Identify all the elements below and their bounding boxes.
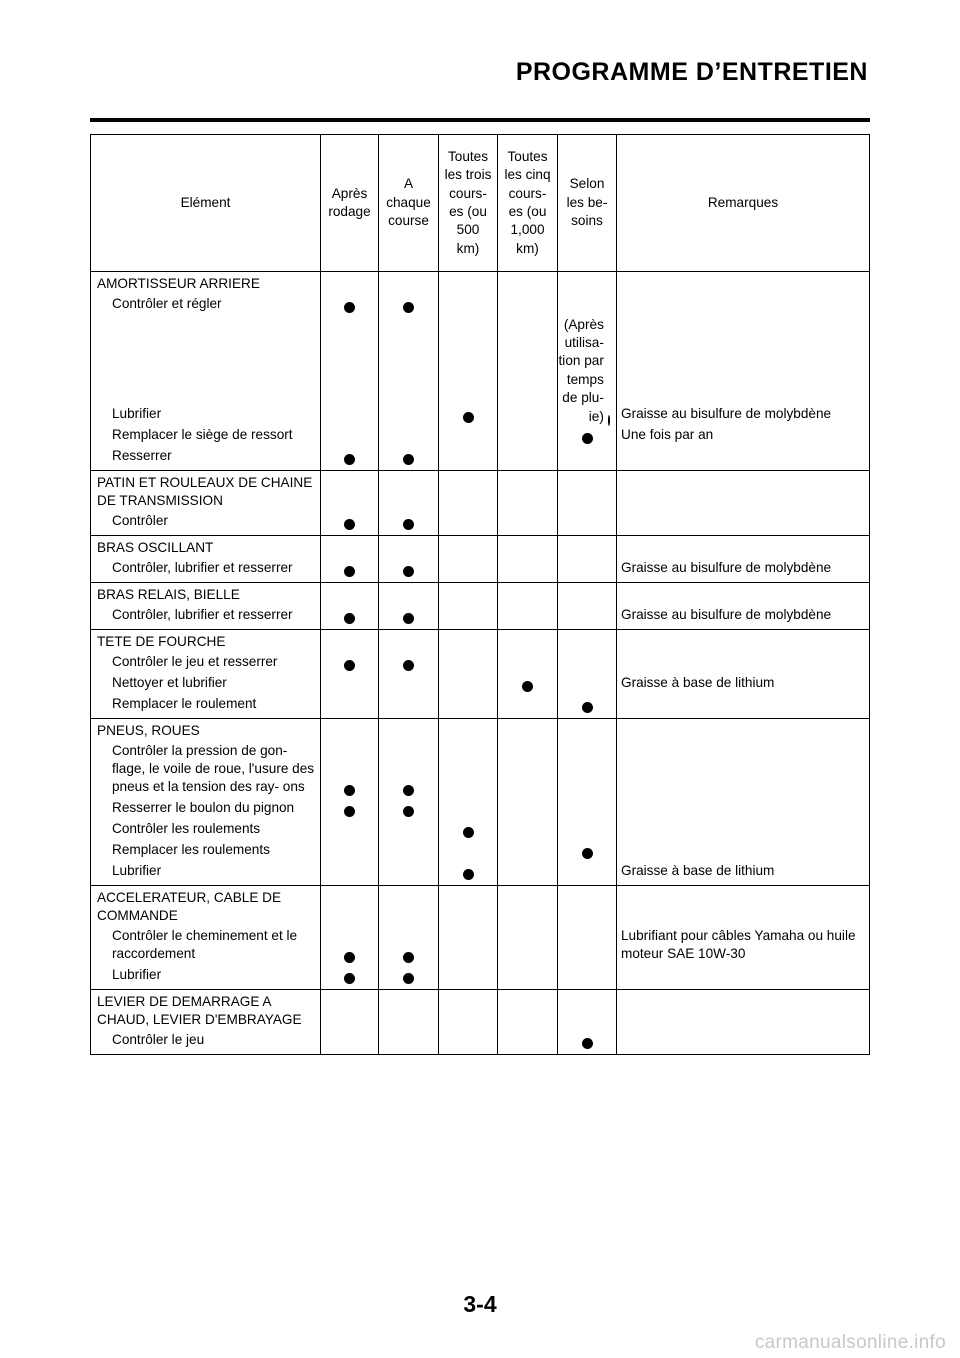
mark-line: [439, 653, 497, 674]
maintenance-dot-icon: [344, 660, 355, 671]
item-remark: [621, 295, 869, 316]
mark-line: [379, 742, 438, 799]
maintenance-dot-icon: [582, 848, 593, 859]
item-label: Remplacer le roulement: [112, 696, 257, 711]
table-group-row: [91, 471, 870, 536]
mark-line: [558, 927, 616, 966]
mark-line: [379, 295, 438, 316]
mark-cell-trois: [439, 990, 498, 1055]
mark-cell-cinq: [498, 719, 558, 886]
remark-cell: [617, 536, 870, 583]
mark-line: [439, 447, 497, 468]
mark-line: [558, 512, 616, 533]
table-group-row: [91, 536, 870, 583]
mark-line: [439, 820, 497, 841]
item-note: [558, 316, 616, 426]
group-element-cell: [91, 719, 321, 886]
maintenance-dot-icon: [344, 566, 355, 577]
mark-cell-rodage: [321, 536, 379, 583]
mark-line: [379, 316, 438, 426]
mark-line: [558, 742, 616, 799]
item-remark: [621, 742, 869, 799]
mark-line: [498, 862, 557, 883]
mark-line: [498, 799, 557, 820]
mark-line: [498, 820, 557, 841]
mark-line: [498, 559, 557, 580]
mark-cell-rodage: [321, 719, 379, 886]
mark-line: [558, 799, 616, 820]
item-label: Lubrifier: [112, 863, 162, 878]
item-label: Contrôler et régler: [112, 296, 222, 311]
item-remark: [621, 695, 869, 716]
mark-line: [439, 559, 497, 580]
maintenance-dot-icon: [463, 827, 474, 838]
item-remark: Une fois par an: [621, 427, 714, 442]
mark-cell-rodage: [321, 583, 379, 630]
mark-line: [379, 695, 438, 716]
group-name: LEVIER DE DEMARRAGE A CHAUD, LEVIER D'EMBRAYAGE: [97, 994, 302, 1027]
mark-cell-besoins: [558, 471, 617, 536]
mark-cell-besoins: [558, 630, 617, 719]
mark-line: [558, 966, 616, 987]
remark-cell: [617, 272, 870, 471]
col-header-chaque-course: [379, 135, 439, 272]
maintenance-dot-icon: [403, 973, 414, 984]
item-remark: Graisse à base de lithium: [621, 675, 775, 690]
item-remark: [621, 799, 869, 820]
mark-line: [321, 799, 378, 820]
mark-line: [498, 1031, 557, 1052]
mark-line: [498, 447, 557, 468]
mark-line: [321, 674, 378, 695]
mark-line: [379, 927, 438, 966]
remark-cell: [617, 471, 870, 536]
group-name: BRAS RELAIS, BIELLE: [97, 587, 240, 602]
col-header-cinq-courses: [498, 135, 558, 272]
mark-line: [558, 295, 616, 316]
col-header-trois-courses-text: Toutes les trois cours- es (ou 500 km): [444, 148, 492, 256]
maintenance-dot-icon: [403, 613, 414, 624]
maintenance-dot-icon: [608, 415, 610, 426]
mark-line: [439, 316, 497, 426]
table-group-row: [91, 583, 870, 630]
group-name: PNEUS, ROUES: [97, 723, 200, 738]
table-group-row: [91, 990, 870, 1055]
mark-line: [379, 606, 438, 627]
mark-line: [379, 426, 438, 447]
mark-line: [498, 927, 557, 966]
mark-cell-chaque: [379, 886, 439, 990]
table-group-row: [91, 272, 870, 471]
mark-line: [498, 316, 557, 426]
col-header-selon-besoins: [558, 135, 617, 272]
mark-line: [321, 559, 378, 580]
mark-line: [321, 653, 378, 674]
mark-cell-chaque: [379, 990, 439, 1055]
maintenance-dot-icon: [344, 806, 355, 817]
item-label: Remplacer le siège de ressort: [112, 427, 293, 442]
maintenance-table: [90, 134, 870, 1055]
maintenance-dot-icon: [582, 702, 593, 713]
group-element-cell: [91, 272, 321, 471]
mark-line: [321, 841, 378, 862]
mark-line: [498, 606, 557, 627]
mark-cell-cinq: [498, 471, 558, 536]
remark-cell: [617, 719, 870, 886]
mark-line: [379, 799, 438, 820]
mark-cell-rodage: [321, 471, 379, 536]
mark-line: [439, 927, 497, 966]
title-rule: [90, 118, 870, 122]
col-header-element: Elément: [91, 135, 321, 272]
mark-line: [558, 559, 616, 580]
mark-line: [379, 841, 438, 862]
mark-line: [558, 447, 616, 468]
col-header-chaque-course-text: A chaque course: [386, 176, 431, 229]
remark-cell: [617, 630, 870, 719]
group-element-cell: [91, 886, 321, 990]
col-header-cinq-courses-text: Toutes les cinq cours- es (ou 1,000 km): [504, 148, 551, 256]
mark-line: [498, 426, 557, 447]
mark-line: [379, 653, 438, 674]
mark-cell-besoins: [558, 719, 617, 886]
mark-line: [498, 674, 557, 695]
mark-cell-rodage: [321, 990, 379, 1055]
mark-cell-besoins: [558, 583, 617, 630]
item-remark: [621, 841, 869, 862]
mark-line: [498, 695, 557, 716]
maintenance-dot-icon: [344, 454, 355, 465]
table-group-row: [91, 719, 870, 886]
maintenance-dot-icon: [344, 785, 355, 796]
mark-line: [439, 695, 497, 716]
mark-line: [439, 1031, 497, 1052]
maintenance-dot-icon: [403, 519, 414, 530]
mark-cell-chaque: [379, 583, 439, 630]
mark-cell-trois: [439, 630, 498, 719]
item-label: Lubrifier: [112, 967, 162, 982]
mark-cell-chaque: [379, 719, 439, 886]
mark-line: [321, 1031, 378, 1052]
maintenance-dot-icon: [344, 613, 355, 624]
mark-line: [379, 559, 438, 580]
mark-line: [321, 862, 378, 883]
mark-cell-cinq: [498, 990, 558, 1055]
maintenance-dot-icon: [463, 869, 474, 880]
mark-line: [558, 841, 616, 862]
mark-line: [321, 512, 378, 533]
group-name: PATIN ET ROULEAUX DE CHAINE DE TRANSMISSION: [97, 475, 313, 508]
mark-cell-besoins: [558, 536, 617, 583]
mark-cell-trois: [439, 886, 498, 990]
mark-line: [558, 820, 616, 841]
mark-cell-besoins: [558, 990, 617, 1055]
mark-cell-cinq: [498, 583, 558, 630]
item-label: Contrôler les roulements: [112, 821, 261, 836]
col-header-apres-rodage-text: Après rodage: [328, 185, 371, 219]
maintenance-dot-icon: [403, 806, 414, 817]
mark-cell-chaque: [379, 471, 439, 536]
mark-line: [379, 674, 438, 695]
mark-cell-cinq: [498, 272, 558, 471]
mark-line: [498, 295, 557, 316]
item-label: Resserrer: [112, 448, 172, 463]
remark-cell: [617, 990, 870, 1055]
mark-line: [379, 1031, 438, 1052]
group-element-cell: [91, 630, 321, 719]
mark-line: [558, 653, 616, 674]
page-title: PROGRAMME D’ENTRETIEN: [515, 58, 868, 86]
mark-cell-cinq: [498, 886, 558, 990]
group-element-cell: [91, 990, 321, 1055]
watermark: carmanualsonline.info: [754, 1332, 946, 1353]
maintenance-dot-icon: [403, 785, 414, 796]
item-remark: Lubrifiant pour câbles Yamaha ou huile moteur SAE 10W-30: [621, 928, 856, 961]
mark-cell-rodage: [321, 886, 379, 990]
mark-cell-chaque: [379, 272, 439, 471]
mark-cell-besoins: [558, 886, 617, 990]
note-text: (Après utilisa- tion par temps de plu- ie): [558, 316, 604, 424]
item-remark: Graisse au bisulfure de molybdène: [621, 607, 832, 622]
mark-line: [558, 1031, 616, 1052]
maintenance-dot-icon: [344, 952, 355, 963]
maintenance-dot-icon: [403, 952, 414, 963]
mark-line: [558, 426, 616, 447]
mark-line: [558, 674, 616, 695]
table-group-row: [91, 630, 870, 719]
maintenance-dot-icon: [403, 302, 414, 313]
page-number: 3-4: [463, 1291, 497, 1317]
mark-line: [321, 426, 378, 447]
group-name: BRAS OSCILLANT: [97, 540, 214, 555]
maintenance-dot-icon: [403, 454, 414, 465]
remark-cell: [617, 886, 870, 990]
item-label: Nettoyer et lubrifier: [112, 675, 227, 690]
mark-line: [558, 606, 616, 627]
item-label: Contrôler, lubrifier et resserrer: [112, 607, 293, 622]
mark-line: [439, 841, 497, 862]
col-header-remarques: Remarques: [617, 135, 870, 272]
mark-cell-besoins: [558, 272, 617, 471]
item-remark: [621, 966, 869, 987]
mark-line: [379, 447, 438, 468]
item-label: Contrôler le jeu et resserrer: [112, 654, 278, 669]
item-label: Lubrifier: [112, 406, 162, 421]
mark-line: [321, 695, 378, 716]
mark-line: [498, 841, 557, 862]
group-name: AMORTISSEUR ARRIERE: [97, 276, 260, 291]
group-element-cell: [91, 583, 321, 630]
mark-line: [498, 512, 557, 533]
item-label: Contrôler: [112, 513, 168, 528]
mark-cell-cinq: [498, 536, 558, 583]
item-label: Contrôler le jeu: [112, 1032, 205, 1047]
mark-cell-trois: [439, 719, 498, 886]
mark-line: [321, 742, 378, 799]
item-remark: [621, 1031, 869, 1052]
remark-cell: [617, 583, 870, 630]
mark-line: [439, 742, 497, 799]
mark-line: [439, 512, 497, 533]
group-name: ACCELERATEUR, CABLE DE COMMANDE: [97, 890, 282, 923]
mark-line: [379, 862, 438, 883]
mark-cell-rodage: [321, 272, 379, 471]
item-remark: Graisse à base de lithium: [621, 863, 775, 878]
item-remark: [621, 512, 869, 533]
mark-line: [321, 927, 378, 966]
item-label: Remplacer les roulements: [112, 842, 270, 857]
item-label: Contrôler, lubrifier et resserrer: [112, 560, 293, 575]
maintenance-dot-icon: [463, 412, 474, 423]
mark-line: [379, 512, 438, 533]
group-element-cell: [91, 536, 321, 583]
mark-line: [321, 966, 378, 987]
mark-line: [439, 862, 497, 883]
mark-line: [558, 695, 616, 716]
mark-line: [439, 606, 497, 627]
mark-line: [321, 295, 378, 316]
maintenance-dot-icon: [403, 566, 414, 577]
item-label: Resserrer le boulon du pignon: [112, 800, 295, 815]
maintenance-dot-icon: [403, 660, 414, 671]
mark-line: [321, 820, 378, 841]
maintenance-dot-icon: [344, 302, 355, 313]
mark-line: [321, 447, 378, 468]
maintenance-dot-icon: [344, 973, 355, 984]
mark-cell-cinq: [498, 630, 558, 719]
item-remark: [621, 653, 869, 674]
maintenance-dot-icon: [582, 1038, 593, 1049]
mark-line: [379, 820, 438, 841]
mark-line: [439, 426, 497, 447]
table-group-row: [91, 886, 870, 990]
item-label: Contrôler la pression de gon- flage, le voile de roue, l'usure des pneus et la tension des ray- ons: [112, 743, 315, 794]
mark-line: [379, 966, 438, 987]
mark-cell-trois: [439, 583, 498, 630]
table-header-row: [91, 135, 870, 272]
mark-cell-trois: [439, 536, 498, 583]
maintenance-dot-icon: [582, 433, 593, 444]
mark-line: [558, 862, 616, 883]
item-remark: Graisse au bisulfure de molybdène: [621, 406, 832, 421]
group-name: TETE DE FOURCHE: [97, 634, 226, 649]
item-remark: [621, 820, 869, 841]
mark-cell-rodage: [321, 630, 379, 719]
mark-cell-trois: [439, 471, 498, 536]
mark-line: [321, 606, 378, 627]
item-label: Contrôler le cheminement et le raccordement: [112, 928, 298, 961]
maintenance-dot-icon: [522, 681, 533, 692]
col-header-apres-rodage: [321, 135, 379, 272]
mark-line: [439, 674, 497, 695]
mark-cell-trois: [439, 272, 498, 471]
mark-line: [498, 653, 557, 674]
maintenance-dot-icon: [344, 519, 355, 530]
mark-line: [439, 295, 497, 316]
mark-line: [498, 742, 557, 799]
mark-line: [439, 799, 497, 820]
mark-cell-chaque: [379, 536, 439, 583]
item-remark: [621, 447, 869, 468]
col-header-trois-courses: [439, 135, 498, 272]
mark-line: [439, 966, 497, 987]
mark-line: [321, 316, 378, 426]
group-element-cell: [91, 471, 321, 536]
item-remark: Graisse au bisulfure de molybdène: [621, 560, 832, 575]
mark-cell-chaque: [379, 630, 439, 719]
mark-line: [498, 966, 557, 987]
col-header-selon-besoins-text: Selon les be- soins: [566, 176, 608, 229]
